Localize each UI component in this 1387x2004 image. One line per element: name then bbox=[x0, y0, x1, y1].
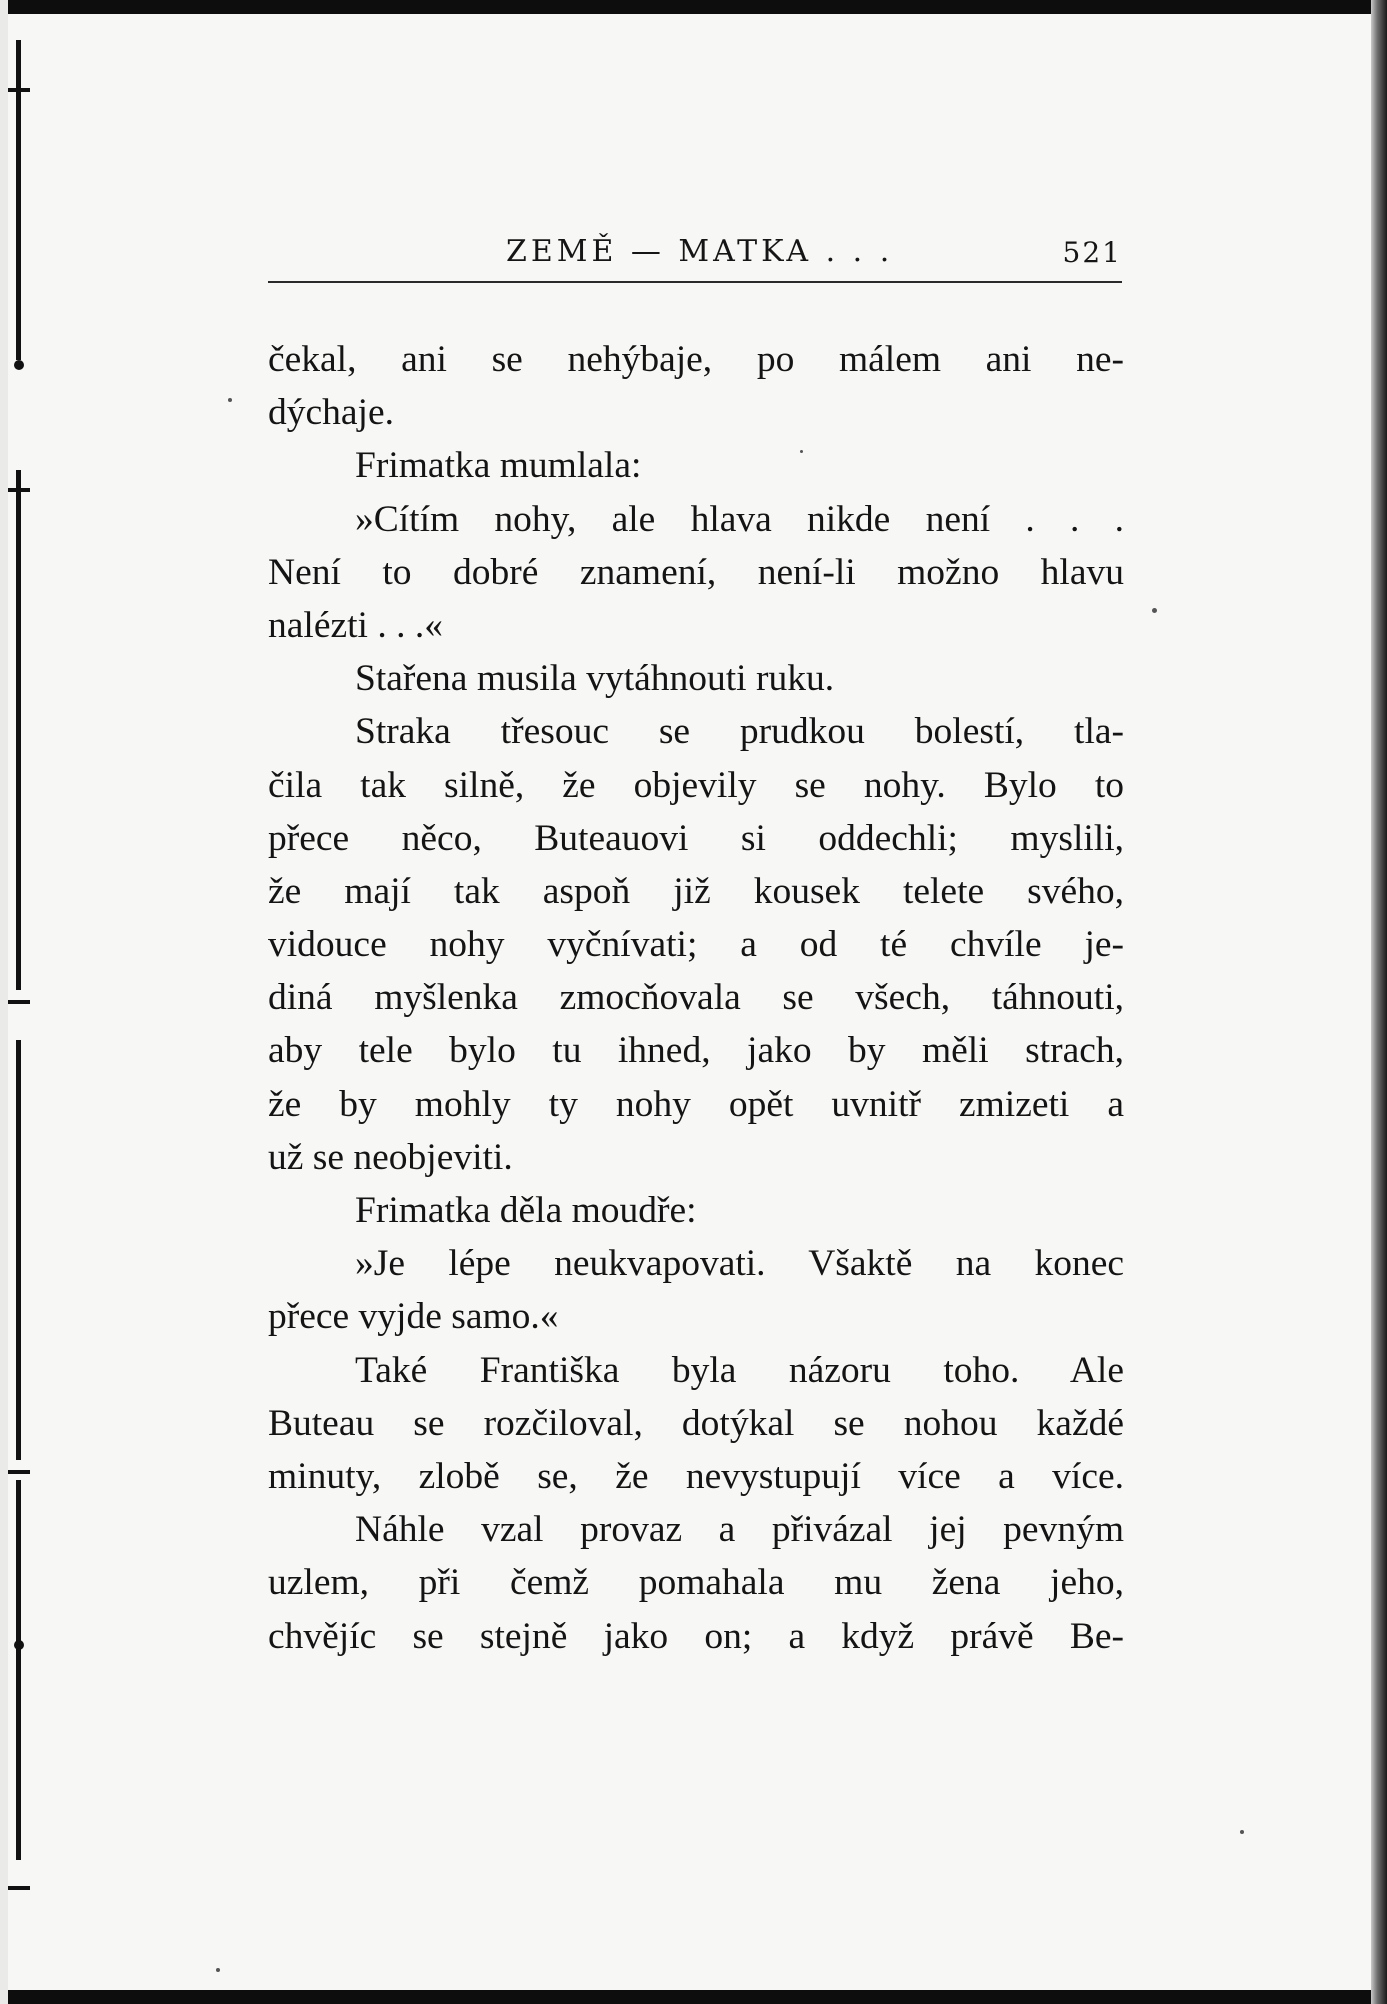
text-line: »Cítím nohy, ale hlava nikde není . . . bbox=[355, 498, 1124, 540]
text-line: že by mohly ty nohy opět uvnitř zmizeti a bbox=[268, 1083, 1124, 1125]
text-line: čila tak silně, že objevily se nohy. Bylo to bbox=[268, 764, 1124, 806]
text-line: Také Františka byla názoru toho. Ale bbox=[355, 1349, 1124, 1391]
binding-mark bbox=[8, 1470, 30, 1474]
text-line: Není to dobré znamení, není-li možno hlavu bbox=[268, 551, 1124, 593]
binding-mark bbox=[8, 88, 30, 92]
binding-mark bbox=[8, 1000, 30, 1004]
page-number: 521 bbox=[1062, 236, 1122, 269]
scan-speck bbox=[1240, 1830, 1244, 1834]
text-line: Straka třesouc se prudkou bolestí, tla- bbox=[355, 711, 1124, 753]
body-text bbox=[268, 333, 1124, 1663]
text-line: Náhle vzal provaz a přivázal jej pevným bbox=[355, 1509, 1124, 1551]
scan-speck bbox=[216, 1968, 220, 1972]
text-line: přece vyjde samo.« bbox=[268, 1296, 559, 1338]
text-line: že mají tak aspoň již kousek telete svého, bbox=[268, 870, 1124, 912]
binding-stitch bbox=[16, 470, 21, 990]
binding-knot bbox=[14, 360, 24, 370]
text-line: přece něco, Buteauovi si oddechli; myslili, bbox=[268, 817, 1124, 859]
binding-knot bbox=[14, 1640, 24, 1650]
text-line: už se neobjeviti. bbox=[268, 1136, 513, 1178]
binding-stitch bbox=[16, 1040, 21, 1460]
text-line: Frimatka děla moudře: bbox=[355, 1190, 697, 1231]
scan-speck bbox=[228, 398, 232, 402]
text-line: dýchaje. bbox=[268, 392, 394, 434]
text-line: vidouce nohy vyčnívati; a od té chvíle je- bbox=[268, 924, 1124, 966]
scan-border-left bbox=[0, 0, 8, 2004]
text-line: aby tele bylo tu ihned, jako by měli strach, bbox=[268, 1030, 1124, 1072]
scan-border-bottom bbox=[0, 1990, 1387, 2004]
text-line: minuty, zlobě se, že nevystupují více a více. bbox=[268, 1455, 1124, 1497]
text-line: chvějíc se stejně jako on; a když právě Be- bbox=[268, 1615, 1124, 1657]
text-line: »Je lépe neukvapovati. Všaktě na konec bbox=[355, 1243, 1124, 1285]
scan-border-right bbox=[1371, 0, 1387, 2004]
text-line: čekal, ani se nehýbaje, po málem ani ne- bbox=[268, 339, 1124, 380]
binding-mark bbox=[8, 488, 30, 492]
scan-speck bbox=[1152, 608, 1157, 613]
text-line: Frimatka mumlala: bbox=[355, 445, 642, 487]
text-line: nalézti . . .« bbox=[268, 604, 443, 646]
text-line: Stařena musila vytáhnouti ruku. bbox=[355, 658, 835, 700]
text-line: uzlem, při čemž pomahala mu žena jeho, bbox=[268, 1562, 1124, 1604]
running-head bbox=[270, 226, 1122, 272]
binding-stitch bbox=[16, 1480, 21, 1860]
text-line: diná myšlenka zmocňovala se všech, táhnouti, bbox=[268, 977, 1124, 1019]
text-line: Buteau se rozčiloval, dotýkal se nohou každé bbox=[268, 1402, 1124, 1444]
scan-border-top bbox=[0, 0, 1387, 14]
header-rule bbox=[268, 281, 1122, 283]
running-title: ZEMĚ — MATKA . . . bbox=[506, 234, 894, 269]
binding-mark bbox=[8, 1886, 30, 1890]
